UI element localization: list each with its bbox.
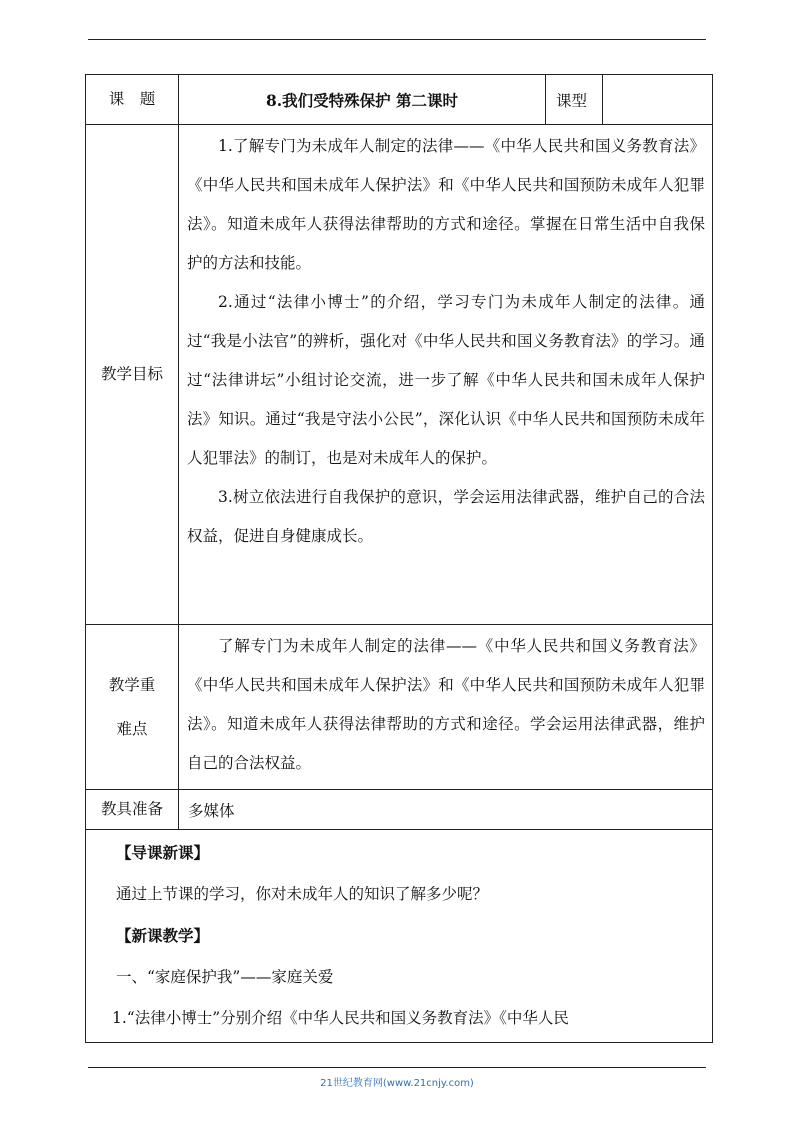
type-value bbox=[603, 75, 713, 125]
tools-value: 多媒体 bbox=[179, 790, 713, 830]
lead-heading: 【导课新课】 bbox=[116, 843, 210, 862]
key-points-text: 了解专门为未成年人制定的法律——《中华人民共和国义务教育法》《中华人民共和国未成年人保护法》和《中华人民共和国预防未成年人犯罪法》。知道未成年人获得法律帮助的方式和途径。学会运用法律武器，维护自己的合法权益。 bbox=[187, 637, 705, 772]
teaching-row bbox=[86, 830, 713, 1043]
header-rule bbox=[88, 39, 706, 40]
lesson-title: 8.我们受特殊保护 第二课时 bbox=[179, 75, 546, 125]
new-lesson-heading: 【新课教学】 bbox=[116, 926, 210, 945]
goal-paragraph: 2.通过“法律小博士”的介绍，学习专门为未成年人制定的法律。通过“我是小法官”的辨析，强化对《中华人民共和国义务教育法》的学习。通过“法律讲坛”小组讨论交流，进一步了解《中华人民共和国未成年人保护法》知识。通过“我是守法小公民”，深化认识《中华人民共和国预防未成年人犯罪法》的制订，也是对未成年人的保护。 bbox=[187, 293, 705, 467]
teaching-process bbox=[86, 830, 713, 1043]
item-one-text: 1.“法律小博士”分别介绍《中华人民共和国义务教育法》《中华人民 bbox=[112, 1009, 569, 1027]
footer-rule bbox=[88, 1067, 706, 1068]
goals-row bbox=[86, 125, 713, 625]
goals-label: 教学目标 bbox=[86, 125, 179, 625]
title-label: 课 题 bbox=[86, 75, 179, 125]
tools-label: 教具准备 bbox=[86, 790, 179, 830]
key-points-content bbox=[179, 625, 713, 790]
key-points-row bbox=[86, 625, 713, 790]
lead-text: 通过上节课的学习，你对未成年人的知识了解多少呢？ bbox=[116, 884, 489, 903]
key-points-label bbox=[86, 625, 179, 790]
tools-row bbox=[86, 790, 713, 830]
lesson-plan-table bbox=[85, 74, 713, 1043]
section-one-title: 一、“家庭保护我”——家庭关爱 bbox=[116, 967, 334, 986]
title-row bbox=[86, 75, 713, 125]
key-points-label-line: 难点 bbox=[116, 720, 148, 738]
goal-paragraph: 1.了解专门为未成年人制定的法律——《中华人民共和国义务教育法》《中华人民共和国未成年人保护法》和《中华人民共和国预防未成年人犯罪法》。知道未成年人获得法律帮助的方式和途径。掌握在日常生活中自我保护的方法和技能。 bbox=[187, 137, 705, 272]
key-points-label-line: 教学重 bbox=[108, 676, 156, 694]
goal-paragraph: 3.树立依法进行自我保护的意识，学会运用法律武器，维护自己的合法权益，促进自身健康成长。 bbox=[187, 488, 705, 545]
goals-content bbox=[179, 125, 713, 625]
type-label: 课型 bbox=[546, 75, 603, 125]
footer-text[interactable]: 21世纪教育网(www.21cnjy.com) bbox=[320, 1078, 474, 1089]
